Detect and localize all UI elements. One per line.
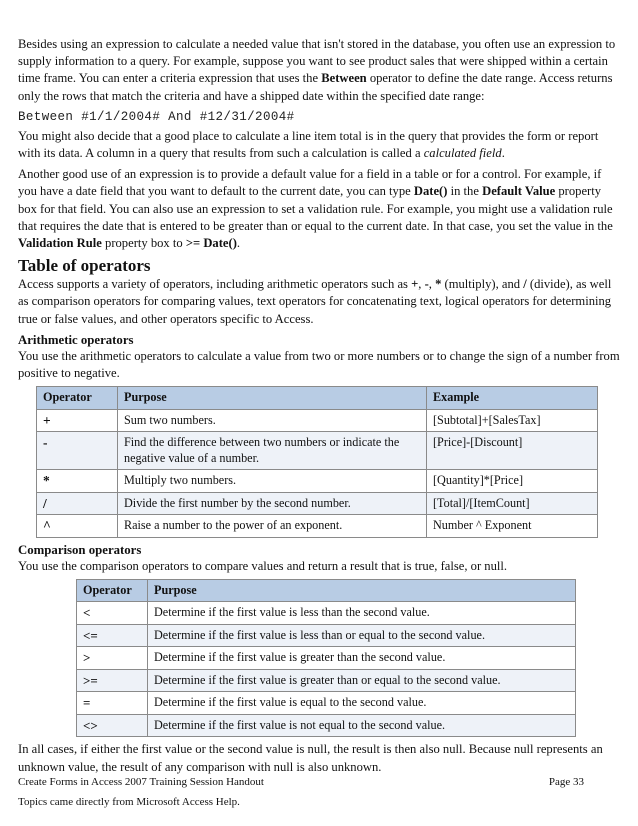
purpose-cell: Sum two numbers. [118, 409, 427, 432]
purpose-cell: Determine if the first value is equal to the second value. [148, 692, 576, 715]
column-header: Operator [77, 579, 148, 602]
column-header: Example [427, 387, 598, 410]
table-row [37, 492, 598, 515]
document-page [18, 36, 622, 780]
table-row [37, 515, 598, 538]
calculated-field-term: calculated field [423, 146, 502, 161]
operator-cell: < [77, 602, 148, 625]
page-number: Page 33 [548, 776, 584, 788]
purpose-cell: Determine if the first value is not equal to the second value. [148, 714, 576, 737]
code-example: Between #1/1/2004# And #12/31/2004# [18, 109, 295, 124]
purpose-cell: Divide the first number by the second number. [118, 492, 427, 515]
operators-intro: Access supports a variety of operators, including arithmetic operators such as +, -, * (multiply), and / (divide), as well as comparison operators for comparing values, text operators for concatenating text, logical operators for determining true or false values, and other operators specific to Access. [18, 277, 612, 326]
table-row [77, 692, 576, 715]
table-row [37, 432, 598, 470]
table-row [77, 714, 576, 737]
example-cell: [Quantity]*[Price] [427, 470, 598, 493]
intro-paragraph-1: Besides using an expression to calculate a needed value that isn't stored in the database, you often use an expression to supply information to a query. For example, suppose you want to see product sales that were shipped within a certain time frame. You can enter a criteria expression that uses the Between operator to define the date range. Access returns only the rows that match the criteria and have a shipped date within the specified date range: [18, 37, 616, 103]
operator-cell: = [77, 692, 148, 715]
operator-cell: - [37, 432, 118, 470]
arithmetic-description: You use the arithmetic operators to calculate a value from two or more numbers or to change the sign of a number from positive to negative. [18, 348, 620, 381]
footer-title: Create Forms in Access 2007 Training Session Handout [18, 776, 264, 788]
example-cell: [Subtotal]+[SalesTax] [427, 409, 598, 432]
between-keyword: Between [321, 71, 367, 86]
footer-source-text: Topics came directly from Microsoft Access Help. [18, 796, 240, 808]
table-row [77, 647, 576, 670]
intro-paragraph-3: Another good use of an expression is to provide a default value for a field in a table or for a control. For example, if you have a date field that you want to default to the current date, you can type Date() in the Default Value property box for that field. You can also use an expression to set a validation rule. For example, you might use a validation rule that requires the date that is entered to be greater than or equal to the current date. In that case, you set the value in the Validation Rule property box to >= Date(). [18, 167, 613, 251]
operator-cell: * [37, 470, 118, 493]
operator-cell: > [77, 647, 148, 670]
arithmetic-heading: Arithmetic operators [18, 332, 134, 347]
column-header: Purpose [148, 579, 576, 602]
purpose-cell: Determine if the first value is greater than the second value. [148, 647, 576, 670]
purpose-cell: Find the difference between two numbers or indicate the negative value of a number. [118, 432, 427, 470]
purpose-cell: Multiply two numbers. [118, 470, 427, 493]
table-row [77, 624, 576, 647]
purpose-cell: Determine if the first value is less than the second value. [148, 602, 576, 625]
arithmetic-table [36, 386, 598, 538]
table-row [37, 470, 598, 493]
example-cell: [Price]-[Discount] [427, 432, 598, 470]
table-header-row [77, 579, 576, 602]
table-row [77, 602, 576, 625]
purpose-cell: Raise a number to the power of an exponent. [118, 515, 427, 538]
table-header-row [37, 387, 598, 410]
page-footer [18, 776, 584, 788]
operator-cell: / [37, 492, 118, 515]
purpose-cell: Determine if the first value is less than or equal to the second value. [148, 624, 576, 647]
footer-source-note [18, 796, 584, 808]
operator-cell: ^ [37, 515, 118, 538]
section-heading: Table of operators [18, 256, 151, 276]
column-header: Purpose [118, 387, 427, 410]
operator-cell: + [37, 409, 118, 432]
table-row [37, 409, 598, 432]
table-row [77, 669, 576, 692]
closing-paragraph: In all cases, if either the first value or the second value is null, the result is then also null. Because null represents an unknown value, the result of any comparison with null is also unknown. [18, 742, 603, 774]
comparison-heading: Comparison operators [18, 542, 142, 557]
purpose-cell: Determine if the first value is greater than or equal to the second value. [148, 669, 576, 692]
column-header: Operator [37, 387, 118, 410]
operator-cell: <= [77, 624, 148, 647]
intro-paragraph-2: You might also decide that a good place to calculate a line item total is in the query that provides the form or report with its data. A column in a query that results from such a calculation is called a calculated field. [18, 128, 599, 161]
operator-cell: <> [77, 714, 148, 737]
example-cell: [Total]/[ItemCount] [427, 492, 598, 515]
comparison-table [76, 579, 576, 738]
example-cell: Number ^ Exponent [427, 515, 598, 538]
comparison-description: You use the comparison operators to compare values and return a result that is true, false, or null. [18, 558, 508, 573]
operator-cell: >= [77, 669, 148, 692]
